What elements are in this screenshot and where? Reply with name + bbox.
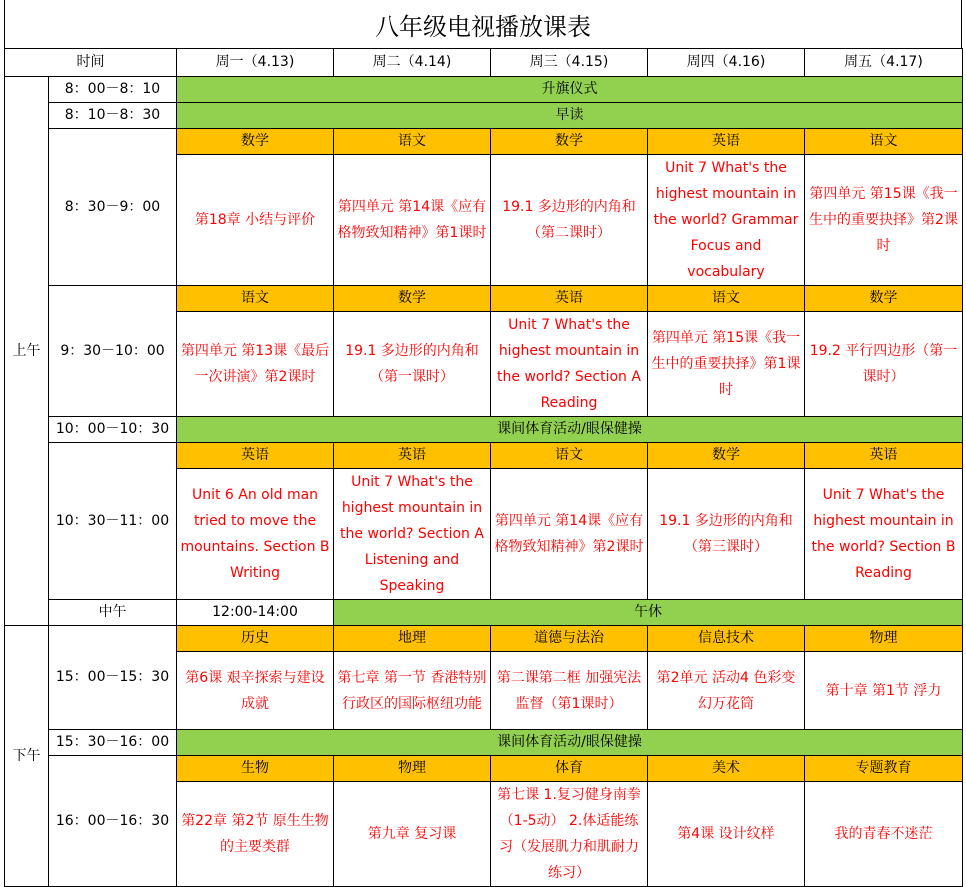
subject-cell: 数学	[491, 129, 648, 155]
lesson-cell: Unit 7 What's the highest mountain in the world? Section B Reading	[805, 469, 963, 600]
lesson-cell: 第6课 艰辛探索与建设成就	[177, 652, 334, 730]
time-cell: 12:00-14:00	[177, 600, 334, 626]
header-day-wed: 周三（4.15)	[491, 49, 648, 77]
subject-cell: 道德与法治	[491, 626, 648, 652]
subject-cell: 语文	[648, 286, 805, 312]
lesson-cell: 第四单元 第15课《我一生中的重要抉择》第2课时	[805, 155, 963, 286]
time-cell: 8：10－8：30	[49, 103, 177, 129]
header-time: 时间	[5, 49, 177, 77]
event-break: 课间体育活动/眼保健操	[177, 730, 963, 756]
time-cell: 16：00－16：30	[49, 756, 177, 887]
lesson-cell: 第2单元 活动4 色彩变幻万花筒	[648, 652, 805, 730]
table-row	[5, 417, 963, 443]
subject-cell: 数学	[177, 129, 334, 155]
event-flag: 升旗仪式	[177, 77, 963, 103]
subject-cell: 语文	[805, 129, 963, 155]
time-cell: 8：30－9：00	[49, 129, 177, 286]
lesson-cell: 第四单元 第14课《应有格物致知精神》第1课时	[334, 155, 491, 286]
time-cell: 8：00－8：10	[49, 77, 177, 103]
table-row	[5, 730, 963, 756]
subject-cell: 英语	[177, 443, 334, 469]
lesson-cell: 第22章 第2节 原生生物的主要类群	[177, 782, 334, 887]
event-reading: 早读	[177, 103, 963, 129]
lesson-cell: 第二课第二框 加强宪法监督（第1课时）	[491, 652, 648, 730]
subject-cell: 语文	[491, 443, 648, 469]
subject-cell: 地理	[334, 626, 491, 652]
subject-row	[5, 756, 963, 782]
lesson-cell: 第九章 复习课	[334, 782, 491, 887]
time-cell: 9：30－10：00	[49, 286, 177, 417]
subject-row	[5, 129, 963, 155]
time-cell: 15：30－16：00	[49, 730, 177, 756]
lesson-cell: Unit 7 What's the highest mountain in the world? Section A Listening and Speaking	[334, 469, 491, 600]
lesson-cell: 第四单元 第15课《我一生中的重要抉择》第1课时	[648, 312, 805, 417]
subject-cell: 数学	[334, 286, 491, 312]
subject-cell: 生物	[177, 756, 334, 782]
header-day-fri: 周五（4.17)	[805, 49, 963, 77]
subject-cell: 语文	[334, 129, 491, 155]
lesson-cell: 第四单元 第14课《应有格物致知精神》第2课时	[491, 469, 648, 600]
period-morning: 上午	[5, 77, 49, 626]
time-cell: 10：00－10：30	[49, 417, 177, 443]
period-noon: 中午	[49, 600, 177, 626]
subject-cell: 物理	[334, 756, 491, 782]
lesson-cell: Unit 6 An old man tried to move the mountains. Section B Writing	[177, 469, 334, 600]
subject-cell: 历史	[177, 626, 334, 652]
subject-cell: 数学	[805, 286, 963, 312]
subject-cell: 英语	[334, 443, 491, 469]
header-day-thu: 周四（4.16)	[648, 49, 805, 77]
subject-row	[5, 626, 963, 652]
table-row	[5, 600, 963, 626]
subject-cell: 物理	[805, 626, 963, 652]
subject-cell: 体育	[491, 756, 648, 782]
lesson-cell: 第七章 第一节 香港特别行政区的国际枢纽功能	[334, 652, 491, 730]
lesson-cell: 第4课 设计纹样	[648, 782, 805, 887]
lesson-cell: 19.1 多边形的内角和（第一课时）	[334, 312, 491, 417]
header-day-mon: 周一（4.13)	[177, 49, 334, 77]
header-row	[5, 49, 963, 77]
subject-row	[5, 286, 963, 312]
lesson-cell: 19.1 多边形的内角和（第三课时）	[648, 469, 805, 600]
lesson-cell: Unit 7 What's the highest mountain in the world? Grammar Focus and vocabulary	[648, 155, 805, 286]
lesson-cell: 第七课 1.复习健身南拳（1-5动） 2.体适能练习（发展肌力和肌耐力练习）	[491, 782, 648, 887]
lesson-cell: 第四单元 第13课《最后一次讲演》第2课时	[177, 312, 334, 417]
subject-cell: 英语	[648, 129, 805, 155]
subject-cell: 专题教育	[805, 756, 963, 782]
table-row	[5, 77, 963, 103]
event-break: 课间体育活动/眼保健操	[177, 417, 963, 443]
subject-cell: 美术	[648, 756, 805, 782]
lesson-cell: Unit 7 What's the highest mountain in the world? Section A Reading	[491, 312, 648, 417]
schedule-table	[4, 48, 963, 887]
subject-cell: 信息技术	[648, 626, 805, 652]
lesson-cell: 19.2 平行四边形（第一课时）	[805, 312, 963, 417]
subject-cell: 英语	[805, 443, 963, 469]
lesson-cell: 19.1 多边形的内角和（第二课时）	[491, 155, 648, 286]
event-noon: 午休	[334, 600, 963, 626]
subject-cell: 英语	[491, 286, 648, 312]
period-afternoon: 下午	[5, 626, 49, 887]
lesson-cell: 第18章 小结与评价	[177, 155, 334, 286]
header-day-tue: 周二（4.14)	[334, 49, 491, 77]
page-title: 八年级电视播放课表	[4, 0, 962, 48]
subject-cell: 数学	[648, 443, 805, 469]
lesson-cell: 我的青春不迷茫	[805, 782, 963, 887]
lesson-cell: 第十章 第1节 浮力	[805, 652, 963, 730]
subject-cell: 语文	[177, 286, 334, 312]
time-cell: 10：30－11：00	[49, 443, 177, 600]
subject-row	[5, 443, 963, 469]
time-cell: 15：00－15：30	[49, 626, 177, 730]
table-row	[5, 103, 963, 129]
